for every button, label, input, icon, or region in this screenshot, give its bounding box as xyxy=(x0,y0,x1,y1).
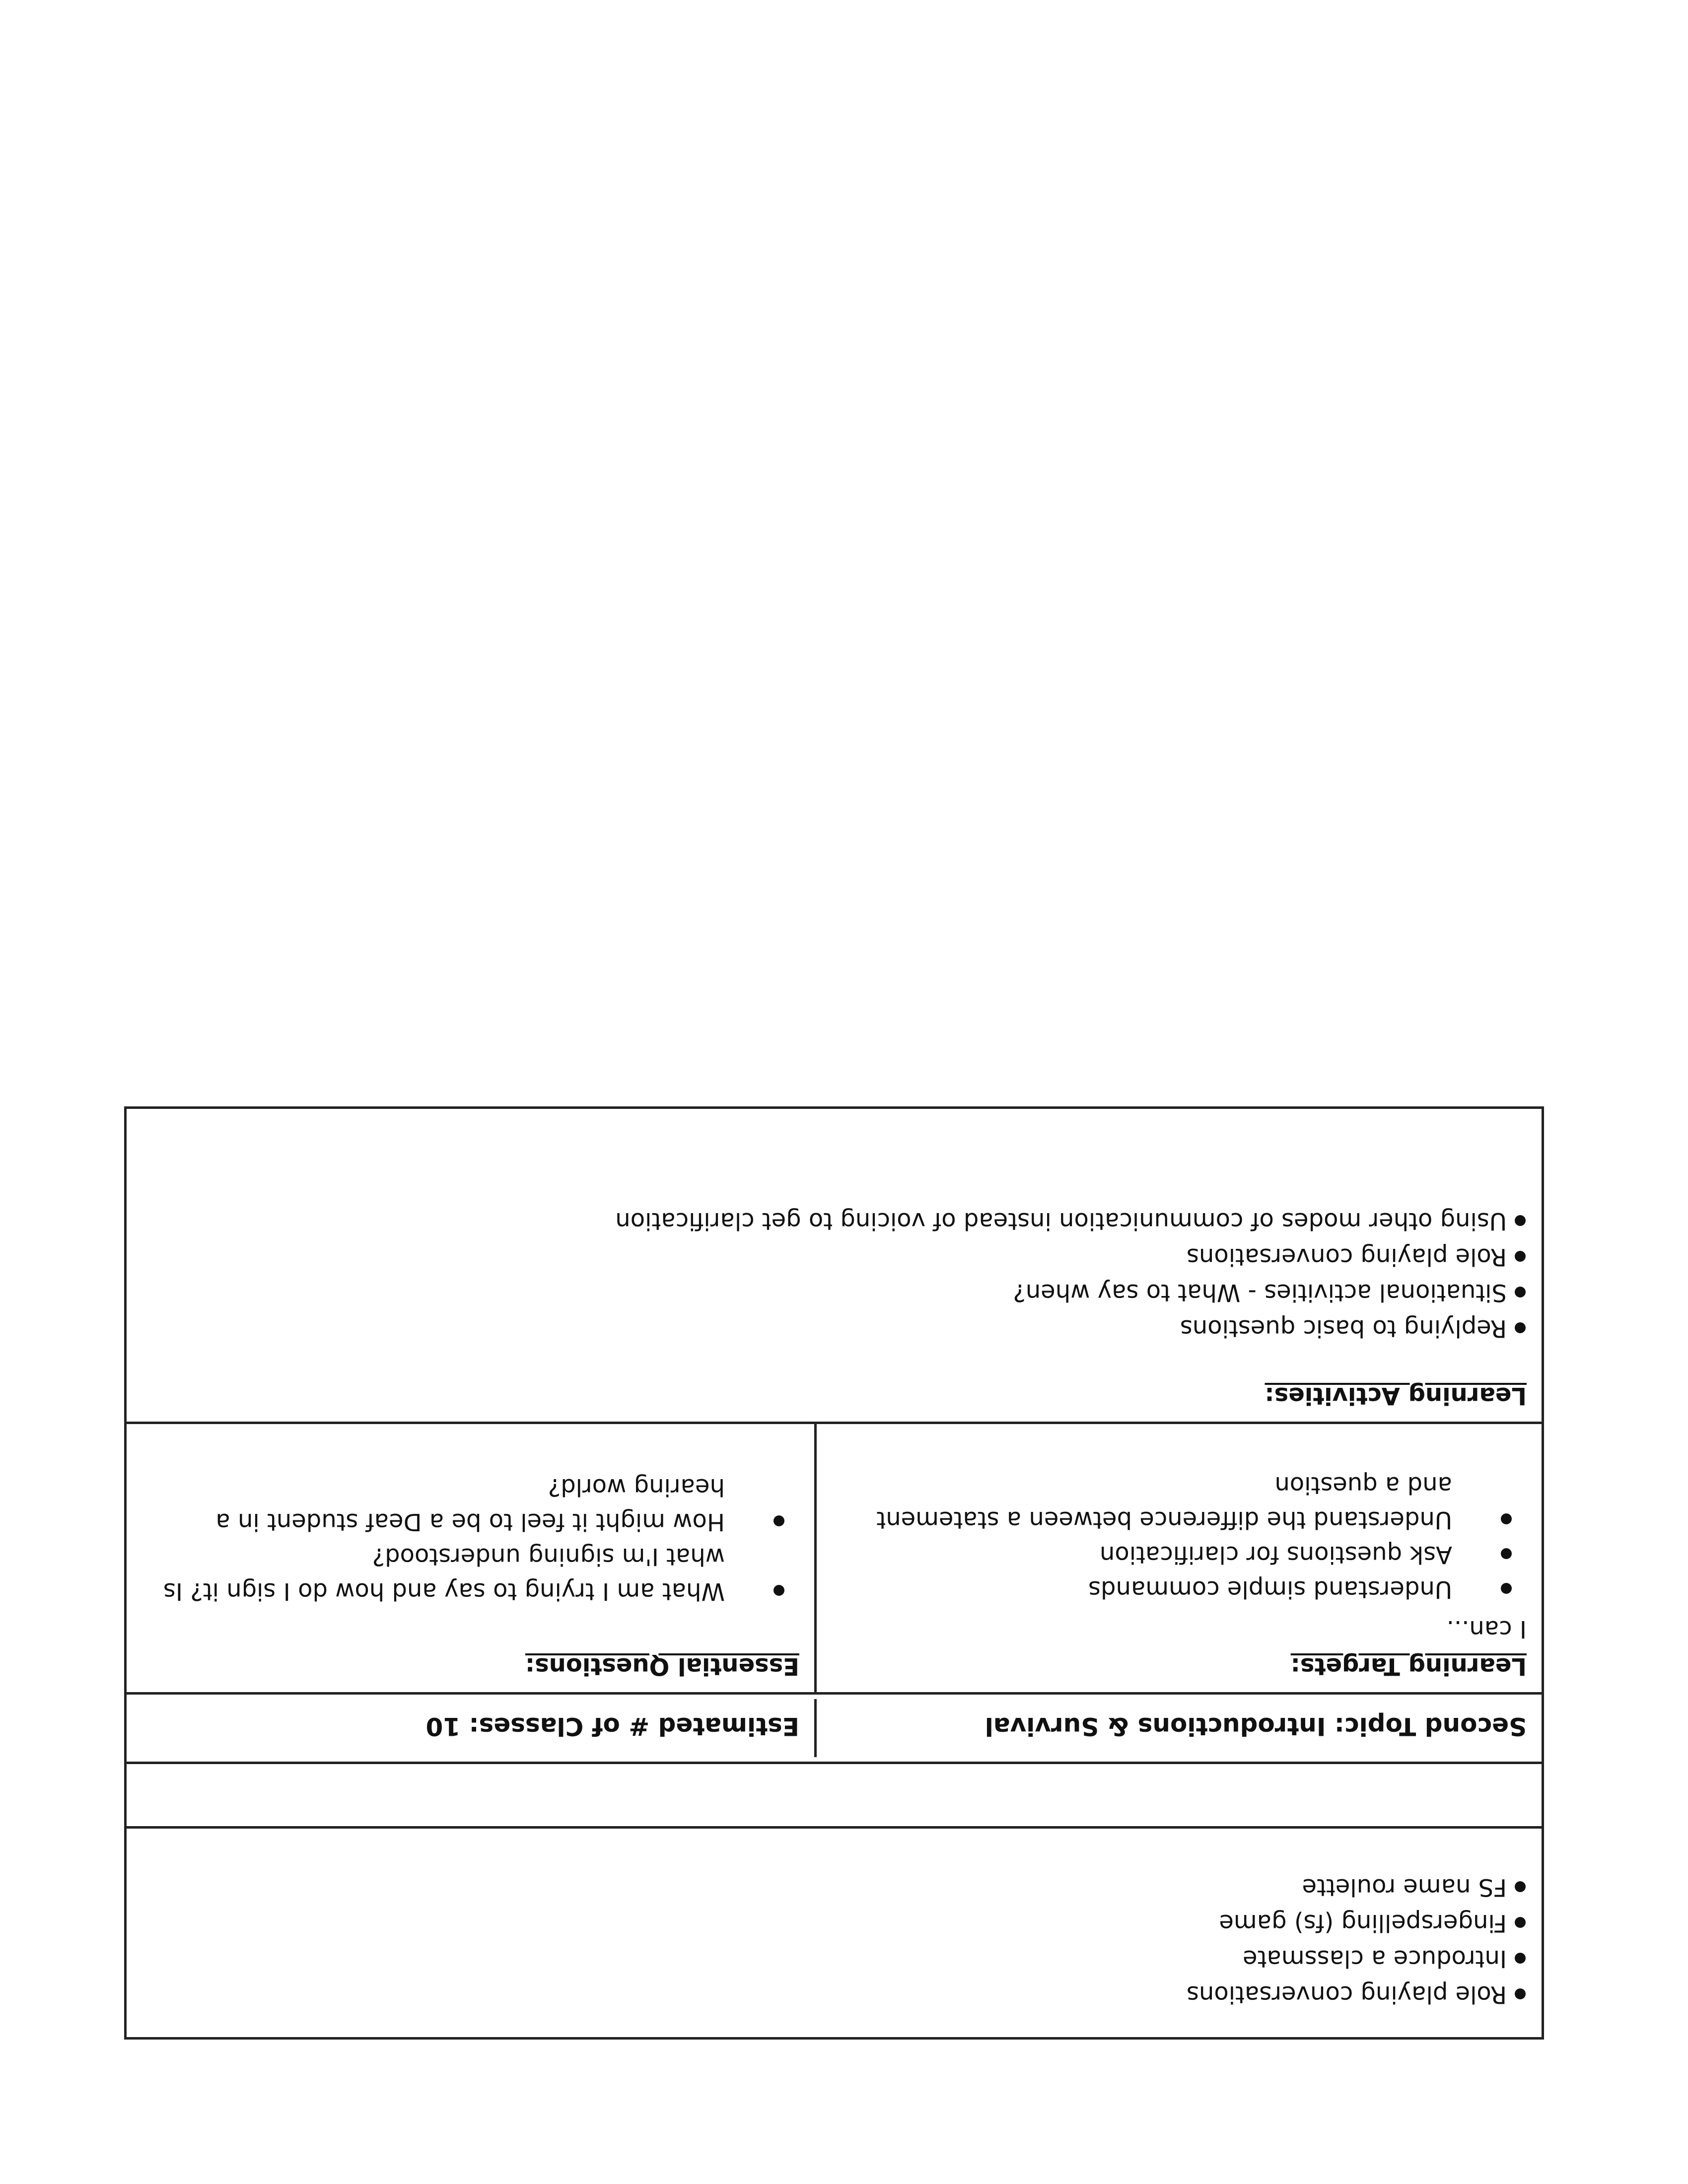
learning-activities-cell xyxy=(127,1109,1542,1422)
list-item: Role playing conversations xyxy=(141,1977,1527,2012)
learning-targets-list xyxy=(832,1468,1527,1607)
topic-cell xyxy=(814,1699,1542,1757)
list-item: Situational activities - What to say when? xyxy=(141,1275,1527,1310)
list-item: Using other modes of communication instead of voicing to get clarification xyxy=(141,1203,1527,1239)
learning-activities-list xyxy=(141,1203,1527,1346)
list-item: What am I trying to say and how do I sign it? Is what I'm signing understood? xyxy=(141,1539,799,1609)
classes-count: Estimated # of Classes: 10 xyxy=(425,1712,799,1741)
list-item: Role playing conversations xyxy=(141,1239,1527,1275)
first-topic-activities-cell xyxy=(127,1829,1542,2037)
learning-targets-lead: I can... xyxy=(1446,1615,1527,1643)
targets-questions-row xyxy=(127,1422,1542,1692)
classes-cell xyxy=(127,1699,814,1757)
essential-questions-cell xyxy=(127,1424,814,1692)
list-item: Introduce a classmate xyxy=(141,1941,1527,1977)
topic-row xyxy=(127,1692,1542,1762)
blank-cell xyxy=(127,1764,1542,1826)
list-item: Ask questions for clarification xyxy=(832,1537,1527,1572)
first-topic-activities-row xyxy=(127,1826,1542,2037)
curriculum-table xyxy=(124,1106,1544,2040)
list-item: Fingerspelling (fs) game xyxy=(141,1905,1527,1941)
essential-questions-list xyxy=(141,1470,799,1609)
list-item: FS name roulette xyxy=(141,1869,1527,1905)
essential-questions-heading: Essential Questions: xyxy=(525,1652,799,1680)
learning-targets-cell xyxy=(814,1424,1542,1692)
learning-activities-row xyxy=(127,1109,1542,1422)
blank-row xyxy=(127,1762,1542,1826)
topic-title: Second Topic: Introductions & Survival xyxy=(985,1712,1527,1741)
learning-activities-heading: Learning Activities: xyxy=(1265,1382,1527,1410)
list-item: Understand the difference between a statement and a question xyxy=(832,1468,1527,1537)
list-item: Replying to basic questions xyxy=(141,1310,1527,1346)
learning-targets-heading: Learning Targets: xyxy=(1290,1652,1527,1680)
list-item: How might it feel to be a Deaf student in a hearing world? xyxy=(141,1470,799,1539)
first-topic-activities-list xyxy=(141,1869,1527,2012)
list-item: Understand simple commands xyxy=(832,1572,1527,1607)
